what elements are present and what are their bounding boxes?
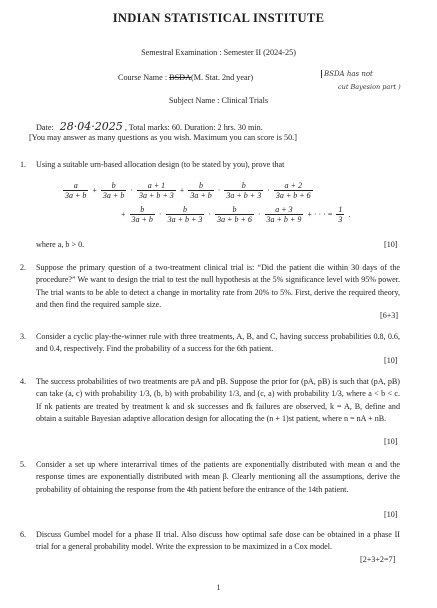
ellipsis-equals: + · · · = <box>307 210 333 219</box>
question-text: Suppose the primary question of a two-treatment clinical trial is: “Did the patient die within 30 days of the procedure?” We want to design the trial to test the null hypothesis at the 5% significance level with 95% power. The trial wants to be able to detect a change in mortality rate from 20% to 5%. First, derive the required theory, and then find the required sample size. <box>36 263 400 309</box>
question-1-after: where a, b > 0. <box>36 240 85 249</box>
equation-row-1: $\frac{a}{3a + b}$ + $\frac{b}{3a + b}$ · $\frac{a + 1}{3a + b + 3}$ + $\frac{b}{3a + b}$ · $\frac{b}{3a + b + 3}$ · $\frac{a + 2}{3a + b + 6}$ <box>65 181 311 200</box>
question-6 <box>20 529 400 554</box>
question-6-marks: [2+3+2=7] <box>360 555 396 564</box>
question-5-marks: [10] <box>384 510 398 519</box>
course-struck: BSDA <box>169 73 192 82</box>
exam-name: Semestral Examination : Semester II (2024-25) <box>141 48 296 57</box>
question-1 <box>20 159 400 171</box>
marks-duration: , Total marks: 60. Duration: 2 hrs. 30 min. <box>124 123 263 132</box>
fraction: $\frac{a + 3}{3a + b + 9}$ <box>266 205 302 224</box>
question-text: Discuss Gumbel model for a phase II trial. Also discuss how optimal safe dose can be obtained in a phase II trial for a general probability model. Write the expression to be maximized in a Cox model. <box>36 530 400 552</box>
question-4-marks: [10] <box>384 437 398 446</box>
question-number: 1. <box>20 160 27 169</box>
fraction: $\frac{b}{3a + b}$ <box>102 181 125 200</box>
course-rest: (M. Stat. 2nd year) <box>191 73 254 82</box>
date-line <box>36 120 263 133</box>
question-text: Consider a cyclic play-the-winner rule with three treatments, A, B, and C, having success probabilities 0.8, 0.6, and 0.4, respectively. Find the probability of a success for the 6th patient. <box>36 332 400 354</box>
fraction: $\frac{b}{3a + b + 6}$ <box>217 205 252 224</box>
fraction-rhs: $\frac{1}{3}$ <box>338 205 343 224</box>
fraction: $\frac{b}{3a + b + 3}$ <box>167 205 203 224</box>
question-text: The success probabilities of two treatments are pA and pB. Suppose the prior for (pA, pB) is such that (pA, pB) can take (a, c) with probability 1/3, (b, b) with probability 1/3, and (c, a) with probability 1/3, where a < b < c. If nk patients are treated by treatment k and sk successes and fk failures are observed, k = A, B, define and obtain a suitable Bayesian adaptive allocation design for allocating the (n + 1)st patient, where n = nA + nB. <box>36 377 400 423</box>
question-2 <box>20 262 400 311</box>
question-text: Using a suitable urn-based allocation design (to be stated by you), prove that <box>36 160 285 169</box>
date-label: Date: <box>36 123 54 132</box>
question-number: 2. <box>20 263 27 272</box>
question-number: 3. <box>20 332 27 341</box>
fraction: $\frac{a + 2}{3a + b + 6}$ <box>275 181 311 200</box>
question-4 <box>20 376 400 425</box>
fraction: $\frac{a}{3a + b}$ <box>65 181 87 200</box>
handwritten-note-1: BSDA has not <box>321 70 373 78</box>
question-number: 4. <box>20 377 27 386</box>
fraction: $\frac{b}{3a + b}$ <box>190 181 212 200</box>
question-2-marks: [6+3] <box>380 311 399 320</box>
date-value: 28·04·2025 <box>59 120 123 133</box>
instructions: [You may answer as many questions as you wish. Maximum you can score is 50.] <box>29 133 297 142</box>
question-1-marks: [10] <box>384 240 398 249</box>
handwritten-note-2: cut Bayesion part ) <box>338 83 401 91</box>
fraction: $\frac{b}{3a + b}$ <box>131 205 153 224</box>
equation-row-2: + $\frac{b}{3a + b}$ · $\frac{b}{3a + b + 3}$ · $\frac{b}{3a + b + 6}$ · $\frac{a + 3}{3a + b + 9}$ + · · · = $\frac{1}{3}$ . <box>121 205 351 224</box>
subject-name: Subject Name : Clinical Trials <box>168 96 269 105</box>
question-text: Consider a set up where interarrival times of the patients are exponentially distributed with mean α and the response times are exponentially distributed with mean β. Clearly mentioning all the assumptions, derive the probability of obtaining the response from the 4th patient before the entrance of the 14th patient. <box>36 460 400 494</box>
fraction: $\frac{a + 1}{3a + b + 3}$ <box>139 181 174 200</box>
course-line <box>118 73 253 82</box>
course-label: Course Name : <box>118 73 170 82</box>
institute-title: INDIAN STATISTICAL INSTITUTE <box>112 11 325 25</box>
question-number: 6. <box>20 530 27 539</box>
fraction: $\frac{b}{3a + b + 3}$ <box>226 181 262 200</box>
question-number: 5. <box>20 460 27 469</box>
question-3 <box>20 331 400 356</box>
question-3-marks: [10] <box>384 356 398 365</box>
page-number: 1 <box>216 583 221 592</box>
question-5 <box>20 459 400 496</box>
